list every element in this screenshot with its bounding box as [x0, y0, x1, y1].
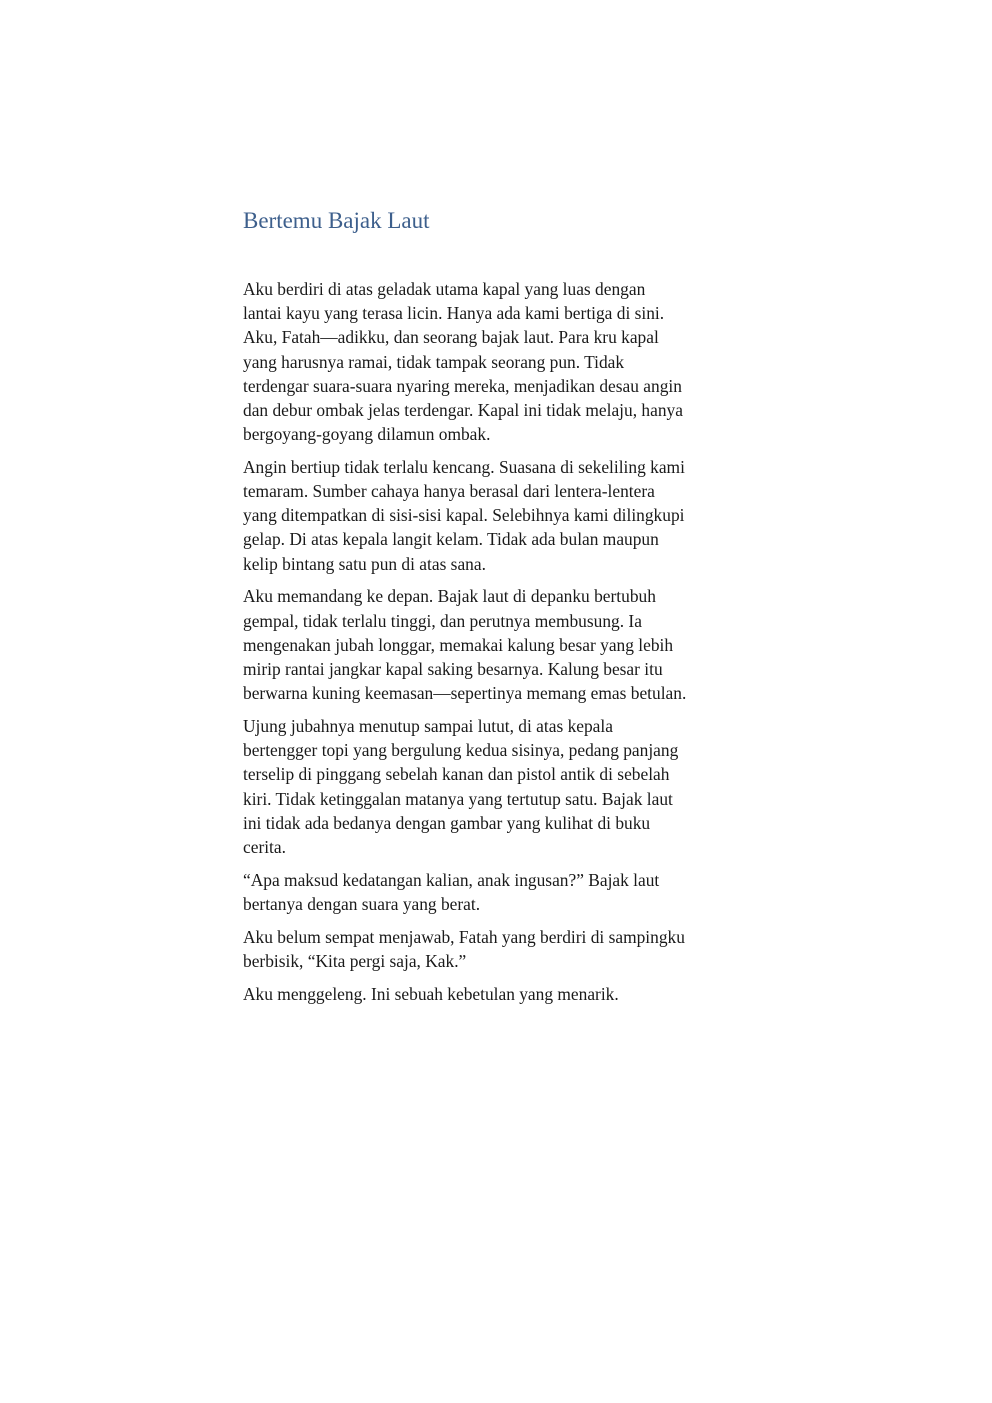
text-line: ini tidak ada bedanya dengan gambar yang kulihat di buku	[243, 812, 651, 833]
text-line: Ujung jubahnya menutup sampai lutut, di atas kepala	[243, 715, 613, 736]
chapter-title: Bertemu Bajak Laut	[243, 208, 430, 233]
text-line: lantai kayu yang terasa licin. Hanya ada kami bertiga di sini.	[243, 303, 665, 324]
text-line: dan debur ombak jelas terdengar. Kapal ini tidak melaju, hanya	[243, 399, 683, 420]
text-line: yang ditempatkan di sisi-sisi kapal. Selebihnya kami dilingkupi	[243, 505, 685, 526]
paragraph-6	[243, 925, 763, 973]
text-line: terselip di pinggang sebelah kanan dan pistol antik di sebelah	[243, 764, 670, 785]
story-body	[243, 277, 763, 1014]
text-line: berbisik, “Kita pergi saja, Kak.”	[243, 950, 467, 971]
text-line: kiri. Tidak ketinggalan matanya yang tertutup satu. Bajak laut	[243, 788, 673, 809]
text-line: mengenakan jubah longgar, memakai kalung besar yang lebih	[243, 634, 674, 655]
paragraph-4	[243, 714, 763, 859]
text-line: mirip rantai jangkar kapal saking besarnya. Kalung besar itu	[243, 659, 663, 679]
paragraph-3	[243, 584, 763, 705]
text-line: berwarna kuning keemasan—sepertinya memang emas betulan.	[243, 683, 687, 704]
text-line: “Apa maksud kedatangan kalian, anak ingusan?” Bajak laut	[243, 869, 660, 890]
text-line: gelap. Di atas kepala langit kelam. Tidak ada bulan maupun	[243, 529, 659, 550]
text-line: cerita.	[243, 836, 286, 857]
paragraph-2	[243, 455, 763, 576]
text-line: Aku memandang ke depan. Bajak laut di depanku bertubuh	[243, 586, 656, 607]
paragraph-7	[243, 982, 763, 1006]
text-line: bergoyang-goyang dilamun ombak.	[243, 424, 491, 445]
paragraph-1	[243, 277, 763, 446]
text-line: yang harusnya ramai, tidak tampak seorang pun. Tidak	[243, 351, 625, 372]
text-line: gempal, tidak terlalu tinggi, dan perutnya membusung. Ia	[243, 610, 642, 631]
text-line: Aku berdiri di atas geladak utama kapal yang luas dengan	[243, 279, 646, 299]
text-line: Aku menggeleng. Ini sebuah kebetulan yang menarik.	[243, 983, 619, 1004]
text-line: Aku belum sempat menjawab, Fatah yang berdiri di sampingku	[243, 926, 685, 947]
text-line: bertengger topi yang bergulung kedua sisinya, pedang panjang	[243, 740, 679, 761]
text-line: Angin bertiup tidak terlalu kencang. Suasana di sekeliling kami	[243, 456, 685, 477]
paragraph-5	[243, 868, 763, 916]
text-line: kelip bintang satu pun di atas sana.	[243, 553, 486, 574]
text-line: terdengar suara-suara nyaring mereka, menjadikan desau angin	[243, 375, 682, 396]
text-line: bertanya dengan suara yang berat.	[243, 893, 481, 914]
text-line: temaram. Sumber cahaya hanya berasal dari lentera-lentera	[243, 481, 655, 502]
text-line: Aku, Fatah—adikku, dan seorang bajak laut. Para kru kapal	[243, 327, 659, 348]
